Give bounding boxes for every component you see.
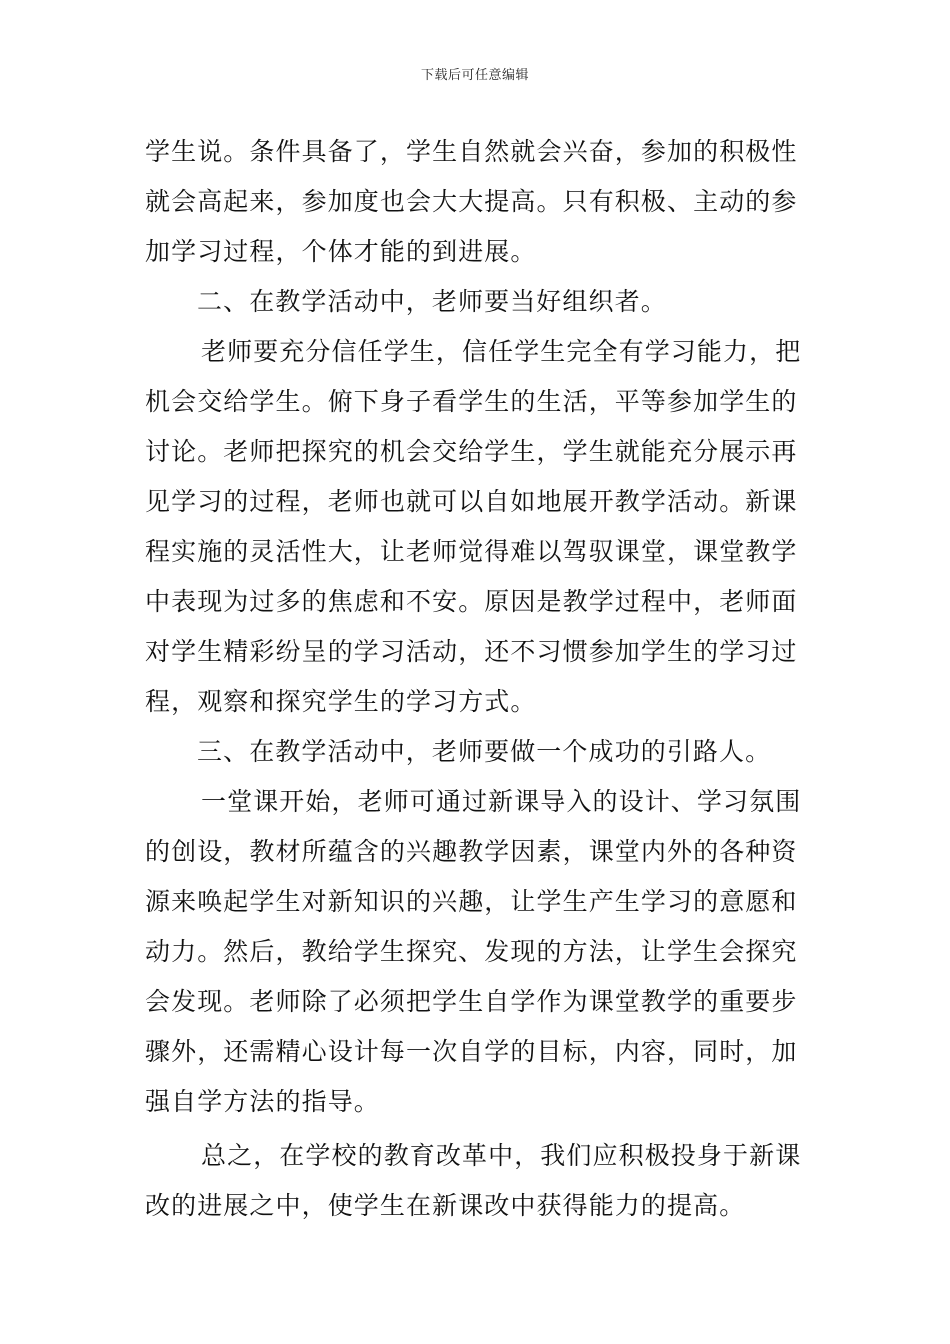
page-header-note: 下载后可任意编辑: [420, 68, 529, 83]
paragraph-line: 程实施的灵活性大，让老师觉得难以驾驭课堂，课堂教学: [145, 537, 798, 566]
section-heading: 二、在教学活动中，老师要当好组织者。: [197, 287, 667, 316]
paragraph-line: 对学生精彩纷呈的学习活动，还不习惯参加学生的学习过: [145, 637, 798, 666]
paragraph-line: 老师要充分信任学生，信任学生完全有学习能力，把: [201, 337, 802, 366]
paragraph-line: 程，观察和探究学生的学习方式。: [145, 687, 537, 716]
paragraph-line: 加学习过程，个体才能的到进展。: [145, 237, 537, 266]
paragraph-line: 就会高起来，参加度也会大大提高。只有积极、主动的参: [145, 187, 798, 216]
paragraph-line: 源来唤起学生对新知识的兴趣，让学生产生学习的意愿和: [145, 887, 798, 916]
paragraph-line: 讨论。老师把探究的机会交给学生，学生就能充分展示再: [145, 437, 798, 466]
paragraph-line: 强自学方法的指导。: [145, 1087, 380, 1116]
paragraph-line: 见学习的过程，老师也就可以自如地展开教学活动。新课: [145, 487, 798, 516]
paragraph-line: 中表现为过多的焦虑和不安。原因是教学过程中，老师面: [145, 587, 798, 616]
paragraph-line: 的创设，教材所蕴含的兴趣教学因素，课堂内外的各种资: [145, 837, 798, 866]
paragraph-line: 机会交给学生。俯下身子看学生的生活，平等参加学生的: [145, 387, 798, 416]
paragraph-line: 学生说。条件具备了，学生自然就会兴奋，参加的积极性: [145, 137, 798, 166]
section-heading: 三、在教学活动中，老师要做一个成功的引路人。: [197, 737, 772, 766]
paragraph-line: 会发现。老师除了必须把学生自学作为课堂教学的重要步: [145, 987, 798, 1016]
paragraph-line: 一堂课开始，老师可通过新课导入的设计、学习氛围: [201, 787, 802, 816]
paragraph-line: 动力。然后，教给学生探究、发现的方法，让学生会探究: [145, 937, 798, 966]
document-body: [145, 127, 813, 1231]
paragraph-line: 改的进展之中，使学生在新课改中获得能力的提高。: [145, 1191, 746, 1220]
paragraph-line: 总之，在学校的教育改革中，我们应积极投身于新课: [201, 1141, 802, 1170]
paragraph-line: 骤外，还需精心设计每一次自学的目标，内容，同时，加: [145, 1037, 798, 1066]
